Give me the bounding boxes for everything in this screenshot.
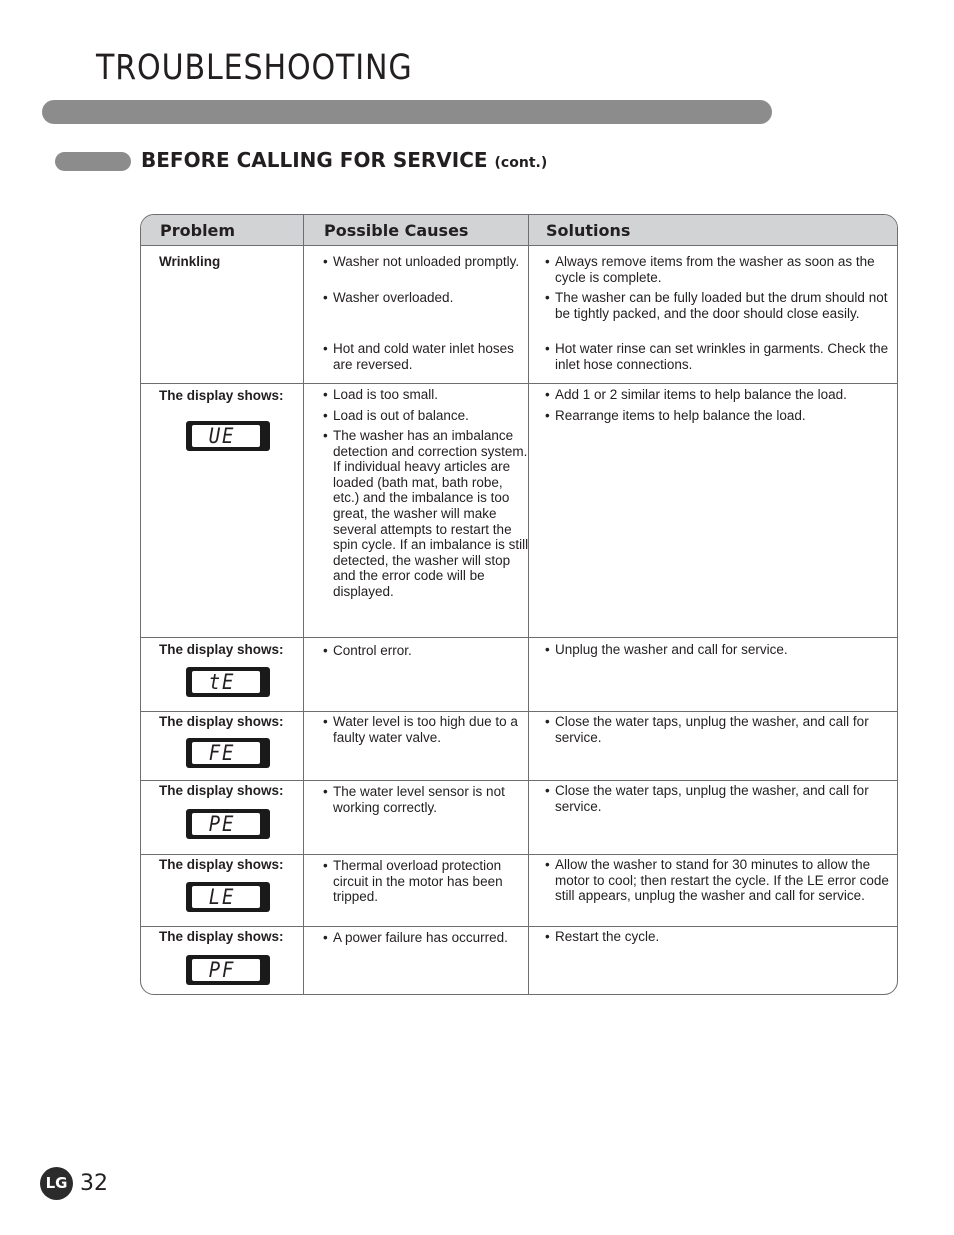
solution-item: • Hot water rinse can set wrinkles in garments. Check the inlet hose connections.	[545, 341, 895, 372]
row-divider	[141, 637, 897, 638]
section-pill	[55, 152, 131, 171]
problem-display-shows: The display shows:	[159, 857, 284, 872]
problem-display-shows: The display shows:	[159, 929, 284, 944]
problem-wrinkling: Wrinkling	[159, 254, 221, 269]
problem-display-shows: The display shows:	[159, 783, 284, 798]
error-display-fe	[186, 738, 270, 768]
solution-item: • Close the water taps, unplug the washer, and call for service.	[545, 714, 895, 745]
problem-display-shows: The display shows:	[159, 642, 284, 657]
title-bar	[42, 100, 772, 124]
cause-item: • Water level is too high due to a faulty water valve.	[323, 714, 531, 745]
cause-item: • Load is too small.	[323, 387, 531, 403]
error-display-pe	[186, 809, 270, 839]
row-divider	[141, 780, 897, 781]
cause-item: • Load is out of balance.	[323, 408, 531, 424]
section-title	[141, 148, 547, 172]
solution-item: • Allow the washer to stand for 30 minutes to allow the motor to cool; then restart the cycle. If the LE error code still appears, unplug the washer and call for service.	[545, 857, 895, 904]
cause-item: • The water level sensor is not working correctly.	[323, 784, 531, 815]
row-divider	[141, 926, 897, 927]
column-header-solutions: Solutions	[546, 221, 631, 240]
solution-item: • Restart the cycle.	[545, 929, 895, 945]
cause-item: • Thermal overload protection circuit in the motor has been tripped.	[323, 858, 531, 905]
lg-logo-icon: LG	[40, 1167, 73, 1200]
error-display-pf	[186, 955, 270, 985]
problem-display-shows: The display shows:	[159, 714, 284, 729]
cause-item: • Washer overloaded.	[323, 290, 531, 306]
row-divider	[141, 711, 897, 712]
error-display-ue	[186, 421, 270, 451]
error-code: PF	[208, 958, 236, 982]
section-cont: (cont.)	[494, 155, 548, 171]
page-title: TROUBLESHOOTING	[96, 48, 413, 88]
cause-item: • Hot and cold water inlet hoses are reversed.	[323, 341, 531, 372]
solution-item: • Close the water taps, unplug the washer, and call for service.	[545, 783, 895, 814]
error-code: LE	[208, 885, 236, 909]
error-display-te	[186, 667, 270, 697]
error-code: tE	[208, 670, 236, 694]
error-display-le	[186, 882, 270, 912]
error-code: FE	[208, 741, 236, 765]
row-divider	[141, 383, 897, 384]
error-code: UE	[208, 424, 236, 448]
cause-item: • The washer has an imbalance detection and correction system. If individual heavy articles are loaded (bath mat, bath robe, etc.) and the imbalance is too great, the washer will make several attempts to restart the spin cycle. If an imbalance is still detected, the washer will stop and the error code will be displayed.	[323, 428, 531, 600]
cause-item: • Control error.	[323, 643, 531, 659]
solution-item: • Unplug the washer and call for service.	[545, 642, 895, 658]
cause-item: • Washer not unloaded promptly.	[323, 254, 531, 270]
column-divider	[303, 215, 304, 994]
solution-item: • Always remove items from the washer as soon as the cycle is complete.	[545, 254, 895, 285]
column-header-problem: Problem	[160, 221, 236, 240]
solution-item: • The washer can be fully loaded but the drum should not be tightly packed, and the door should close easily.	[545, 290, 895, 321]
troubleshooting-table	[140, 214, 898, 995]
section-title-text: BEFORE CALLING FOR SERVICE	[141, 148, 488, 172]
solution-item: • Add 1 or 2 similar items to help balance the load.	[545, 387, 895, 403]
page-number: 32	[80, 1171, 108, 1196]
table-header	[141, 215, 897, 246]
row-divider	[141, 854, 897, 855]
solution-item: • Rearrange items to help balance the load.	[545, 408, 895, 424]
column-header-causes: Possible Causes	[324, 221, 469, 240]
error-code: PE	[208, 812, 236, 836]
cause-item: • A power failure has occurred.	[323, 930, 531, 946]
problem-display-shows: The display shows:	[159, 388, 284, 403]
